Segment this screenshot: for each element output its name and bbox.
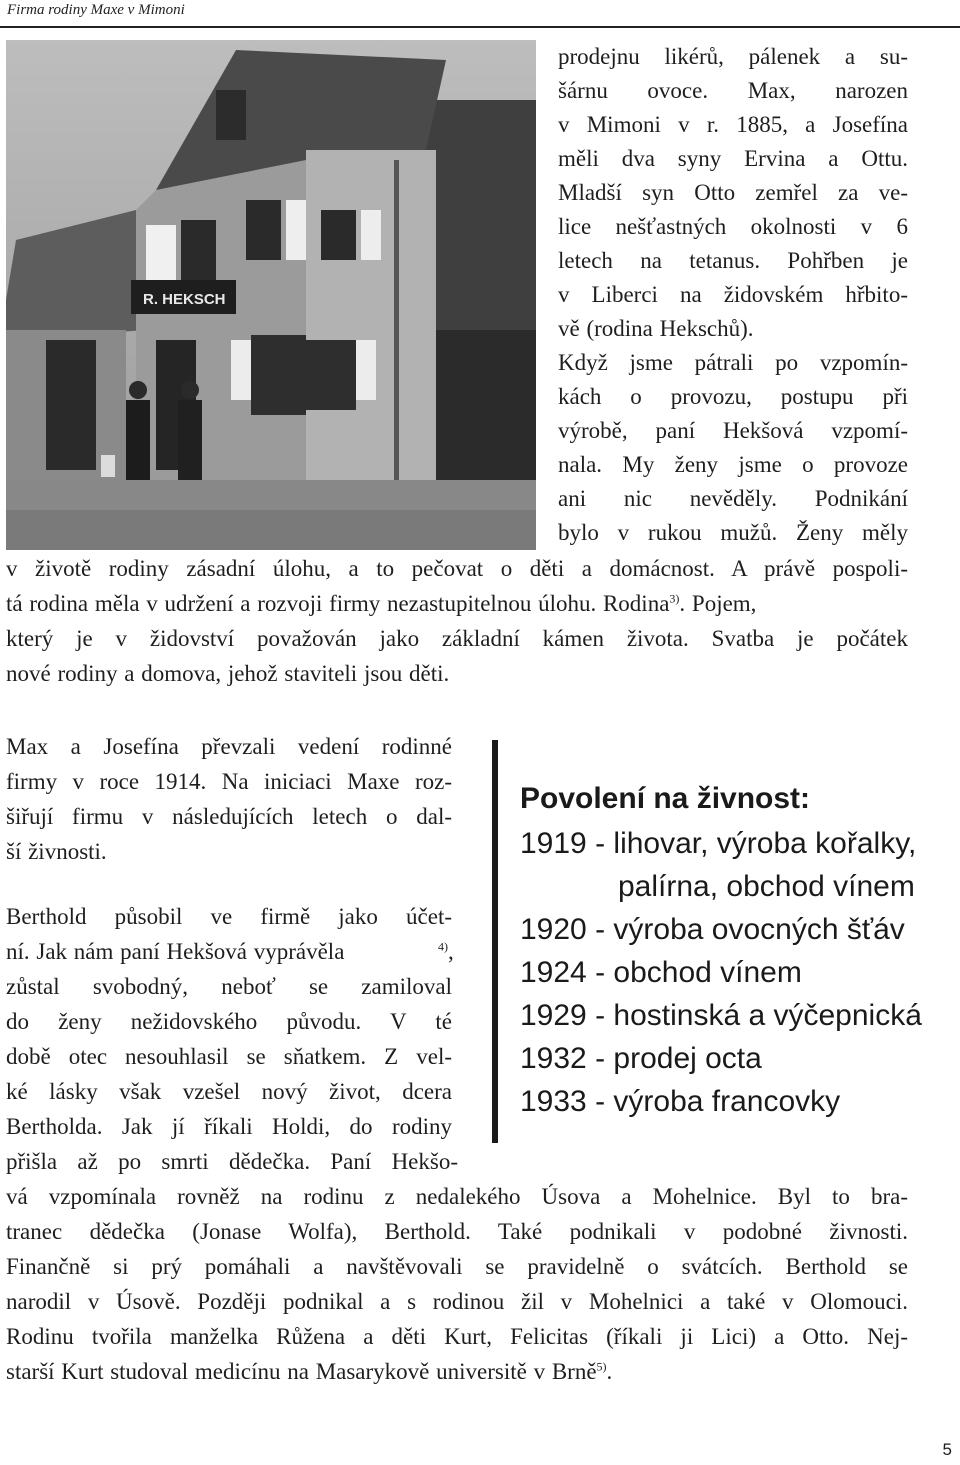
text-line: přišla až po smrti dědečka. Paní Hekšo-: [6, 1149, 458, 1174]
text-line: tranec dědečka (Jonase Wolfa), Berthold. Také podnikali v podobné živnosti.: [6, 1219, 908, 1244]
text-line: ní. Jak nám paní Hekšová vyprávěla: [6, 939, 345, 964]
permits-box: [520, 778, 922, 1123]
page-number: 5: [942, 1440, 952, 1459]
text-line: zůstal svobodný, neboť se zamiloval: [6, 974, 452, 999]
historic-photo: [6, 40, 536, 550]
text-line: který je v židovství považován jako základní kámen života. Svatba je počátek: [6, 626, 908, 651]
permit-item: 1932 - prodej octa: [520, 1042, 762, 1075]
text-line: Bertholda. Jak jí říkali Holdi, do rodiny: [6, 1114, 452, 1139]
text-line: do ženy nežidovského původu. V té: [6, 1009, 452, 1034]
text-line: ani nic nevěděly. Podnikání: [558, 486, 908, 511]
permit-item: 1929 - hostinská a výčepnická: [520, 999, 922, 1032]
text-line: narodil v Úsově. Později podnikal a s rodinou žil v Mohelnici a také v Olomouci.: [6, 1289, 908, 1314]
text-line: ké lásky však vzešel nový život, dcera: [6, 1079, 452, 1104]
text-line: vá vzpomínala rovněž na rodinu z nedalekého Úsova a Mohelnice. Byl to bra-: [6, 1184, 908, 1209]
text-line: starší Kurt studoval medicínu na Masarykově universitě v Brně: [6, 1359, 597, 1384]
text-line: v Mimoni v r. 1885, a Josefína: [558, 112, 908, 137]
text-line: Max a Josefína převzali vedení rodinné: [6, 734, 452, 759]
permits-title: Povolení na živnost:: [520, 782, 811, 815]
permit-item: 1919 - lihovar, výroba kořalky,: [520, 827, 917, 860]
header-rule: [0, 26, 960, 28]
shop-sign: R. HEKSCH: [143, 291, 226, 308]
text-line: nala. My ženy jsme o provoze: [558, 452, 908, 477]
text-line: Berthold působil ve firmě jako účet-: [6, 904, 452, 929]
text-line: Mladší syn Otto zemřel za ve-: [558, 180, 908, 205]
text-line: letech na tetanus. Pohřben je: [558, 248, 908, 273]
text-line: době otec nesouhlasil se sňatkem. Z vel-: [6, 1044, 452, 1069]
text-line: Finančně si prý pomáhali a navštěvovali se pravidelně o svátcích. Berthold se: [6, 1254, 908, 1279]
running-header: Firma rodiny Maxe v Mimoni: [7, 2, 185, 18]
text-line: měli dva syny Ervina a Ottu.: [558, 146, 908, 171]
text-line: . Pojem,: [679, 591, 757, 616]
permit-item: 1920 - výroba ovocných šťáv: [520, 913, 905, 946]
text-line: ,: [448, 939, 454, 964]
text-line: v Liberci na židovském hřbito-: [558, 282, 908, 307]
text-line: šárnu ovoce. Max, narozen: [558, 78, 908, 103]
text-line: tá rodina měla v udržení a rozvoji firmy nezastupitelnou úlohu. Rodina: [6, 591, 670, 616]
text-line: Rodinu tvořila manželka Růžena a děti Kurt, Felicitas (říkali ji Lici) a Otto. Nej-: [6, 1324, 908, 1349]
text-line: Když jsme pátrali po vzpomín-: [558, 350, 908, 375]
permit-item: palírna, obchod vínem: [618, 870, 915, 903]
footnote-ref: 3): [669, 591, 680, 606]
text-line: kách o provozu, postupu při: [558, 384, 908, 409]
text-line: vě (rodina Hekschů).: [558, 316, 754, 341]
text-line: lice nešťastných okolnosti v 6: [558, 214, 908, 239]
text-line: nové rodiny a domova, jehož staviteli jsou děti.: [6, 661, 450, 686]
sidebar-bar: [492, 740, 498, 1143]
text-line: firmy v roce 1914. Na iniciaci Maxe roz-: [6, 769, 452, 794]
footnote-ref: 5): [596, 1359, 607, 1374]
text-line: ší živnosti.: [6, 839, 107, 864]
footnote-ref: 4): [438, 939, 448, 954]
text-line: šiřují firmu v následujících letech o dal-: [6, 804, 452, 829]
text-line: prodejnu likérů, pálenek a su-: [558, 44, 908, 69]
text-line: bylo v rukou mužů. Ženy měly: [558, 520, 908, 545]
permit-item: 1933 - výroba francovky: [520, 1085, 841, 1118]
text-line: výrobě, paní Hekšová vzpomí-: [558, 418, 908, 443]
permit-item: 1924 - obchod vínem: [520, 956, 802, 989]
text-line: .: [606, 1359, 613, 1384]
house-photo-illustration: [6, 40, 536, 550]
text-line: v životě rodiny zásadní úlohu, a to pečovat o děti a domácnost. A právě pospoli-: [6, 556, 908, 581]
